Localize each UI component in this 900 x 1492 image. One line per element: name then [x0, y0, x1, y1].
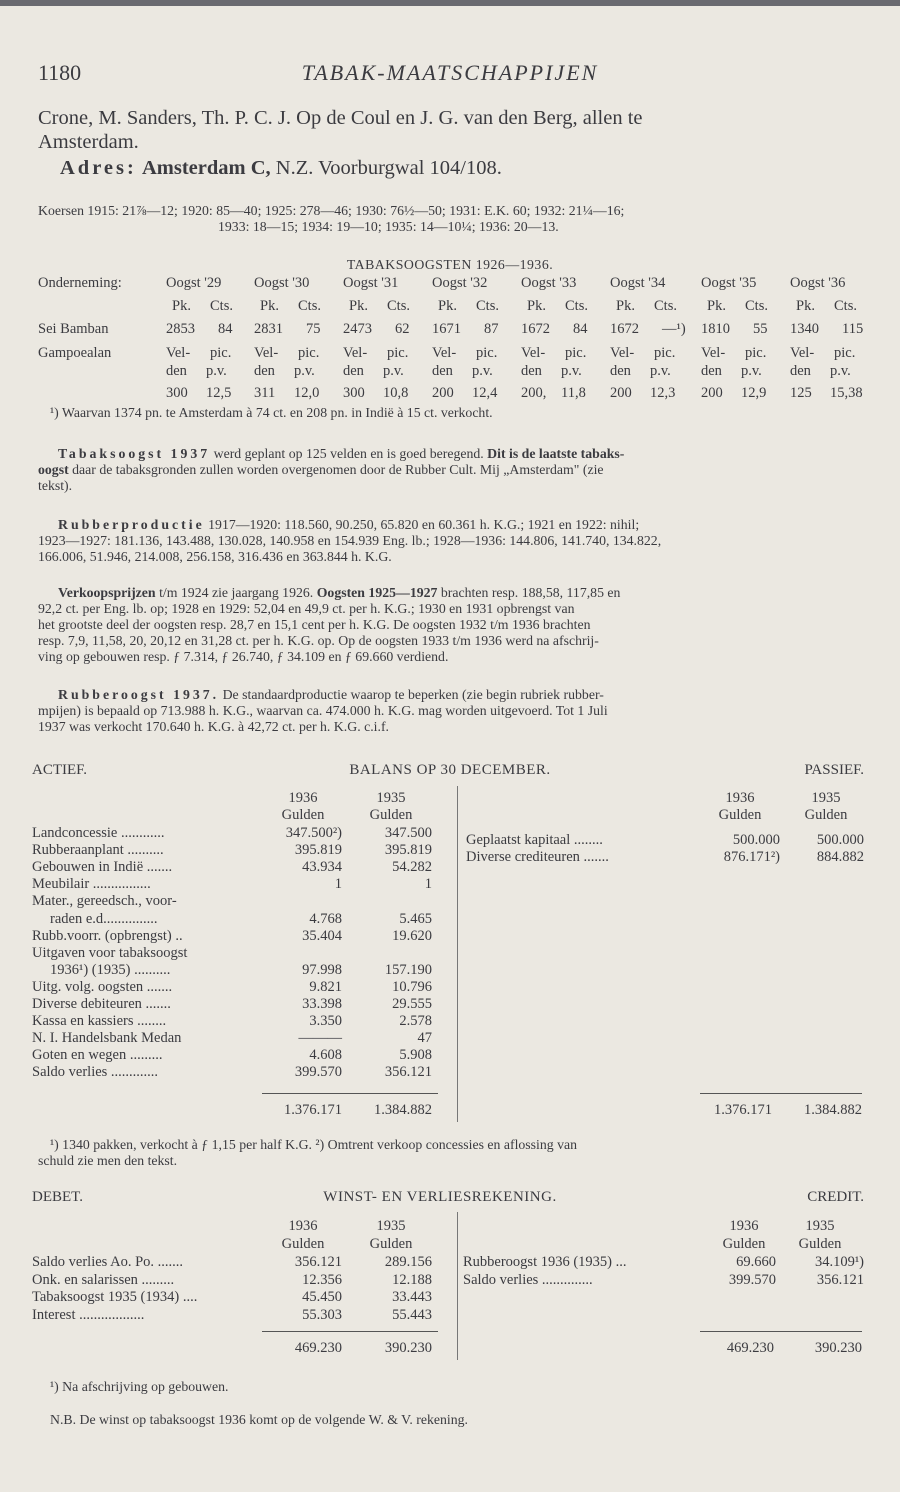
unit-cts: Cts.	[654, 298, 677, 314]
harvest-year-header: Oogst '33	[521, 275, 577, 291]
harvest-year-header: Oogst '30	[254, 275, 310, 291]
actief-item-1935: 347.500	[384, 825, 432, 841]
actief-item-1935: 5.908	[399, 1047, 432, 1064]
onderneming-label: Onderneming:	[38, 275, 122, 291]
intro-line-1: Crone, M. Sanders, Th. P. C. J. Op de Coul en J. G. van den Berg, allen te	[38, 107, 643, 129]
debet-item-label: Saldo verlies Ao. Po. .......	[32, 1254, 184, 1270]
verkoopsprijzen-line-1	[58, 584, 620, 601]
debet-item-label: Tabaksoogst 1935 (1934) ....	[32, 1289, 198, 1305]
wv-unit-right-1: Gulden	[722, 1236, 766, 1252]
credit-item-1936: 399.570	[728, 1271, 776, 1288]
gampoealan-pk: 200	[432, 385, 454, 401]
actief-item-1936: 395.819	[294, 842, 342, 859]
den-label: den	[790, 363, 811, 379]
pv-label: p.v.	[383, 363, 404, 379]
actief-item-label: Rubberaanplant ..........	[32, 842, 164, 859]
address-city: Amsterdam C,	[141, 157, 271, 179]
wv-total-left-1935: 390.230	[384, 1340, 432, 1356]
sei-bamban-cts: 87	[484, 321, 499, 337]
pv-label: p.v.	[561, 363, 582, 379]
page-number: 1180	[38, 60, 82, 85]
den-label: den	[432, 363, 453, 379]
den-label: den	[254, 363, 275, 379]
address-label: Adres:	[60, 157, 137, 179]
balans-left-total-rule	[262, 1093, 438, 1094]
actief-item-label: Gebouwen in Indië .......	[32, 859, 173, 876]
actief-item-1935: 5.465	[399, 910, 432, 927]
balans-title: BALANS OP 30 DECEMBER.	[349, 762, 551, 778]
gampoealan-pk: 200	[610, 385, 632, 401]
verkoopsprijzen-label: Verkoopsprijzen	[58, 585, 156, 600]
debet-item-1936: 12.356	[302, 1271, 342, 1288]
actief-item-1935: 356.121	[384, 1064, 432, 1081]
passief-item-label: Geplaatst kapitaal ........	[466, 831, 603, 848]
pic-label: pic.	[654, 345, 676, 361]
unit-pk: Pk.	[438, 298, 457, 314]
gampoealan-cts: 12,4	[472, 385, 498, 401]
debet-item-1935: 289.156	[384, 1254, 432, 1270]
debet-item-1936: 45.450	[302, 1289, 342, 1305]
vel-label: Vel-	[790, 345, 815, 361]
passief-item-1936: 876.171²)	[723, 848, 780, 865]
wv-year-1936-left: 1936	[288, 1218, 318, 1234]
pv-label: p.v.	[650, 363, 671, 379]
sei-bamban-pk: 2853	[166, 321, 195, 337]
sei-bamban-pk: 1672	[521, 321, 550, 337]
sei-bamban-pk: 1672	[610, 321, 639, 337]
actief-item-label: raden e.d...............	[50, 910, 158, 927]
tabaksoogst-1937-line-3: tekst).	[38, 478, 73, 493]
balans-total-left-1935: 1.384.882	[374, 1102, 432, 1118]
unit-pk: Pk.	[707, 298, 726, 314]
vel-label: Vel-	[610, 345, 635, 361]
sei-bamban-cts: 62	[395, 321, 410, 337]
vel-label: Vel-	[432, 345, 457, 361]
pv-label: p.v.	[741, 363, 762, 379]
balans-footnote-line-1: ¹) 1340 pakken, verkocht à ƒ 1,15 per half K.G. ²) Omtrent verkoop concessies en aflossing van	[50, 1137, 578, 1152]
actief-item-1936: 3.350	[309, 1013, 342, 1030]
passief-item-1936: 500.000	[732, 831, 780, 848]
sei-bamban-pk: 1671	[432, 321, 461, 337]
rubberoogst-text: De standaardproductie waarop te beperken (zie begin rubriek rubber-	[222, 687, 604, 702]
vel-label: Vel-	[254, 345, 279, 361]
pv-label: p.v.	[830, 363, 851, 379]
actief-item-1936: 399.570	[294, 1064, 342, 1081]
balans-unit-right-2: Gulden	[804, 807, 848, 823]
intro-line-2: Amsterdam.	[38, 131, 139, 153]
balans-total-right-1935: 1.384.882	[804, 1102, 862, 1118]
address-line	[60, 155, 502, 181]
running-title: TABAK-MAATSCHAPPIJEN	[301, 60, 599, 85]
debet-label: DEBET.	[32, 1189, 83, 1205]
wv-divider	[457, 1212, 458, 1360]
gampoealan-cts: 12,9	[741, 385, 767, 401]
sei-bamban-pk: 2473	[343, 321, 372, 337]
actief-item-label: Diverse debiteuren .......	[32, 996, 171, 1012]
tabaksoogst-bold: Dit is de laatste tabaks-	[487, 446, 625, 461]
gampoealan-cts: 10,8	[383, 385, 409, 401]
rubberoogst-label: Rubberoogst 1937.	[58, 687, 220, 702]
credit-item-1935: 356.121	[816, 1271, 864, 1288]
debet-item-1936: 55.303	[302, 1306, 342, 1323]
actief-item-label: Saldo verlies .............	[32, 1064, 159, 1081]
actief-item-1936: 33.398	[302, 996, 342, 1012]
wv-right-total-rule	[700, 1331, 862, 1332]
balans-total-right-1936: 1.376.171	[714, 1102, 772, 1118]
wv-year-1935-right: 1935	[805, 1218, 835, 1234]
den-label: den	[166, 363, 187, 379]
den-label: den	[521, 363, 542, 379]
harvest-footnote: ¹) Waarvan 1374 pn. te Amsterdam à 74 ct. en 208 pn. in Indië à 15 ct. verkocht.	[50, 405, 493, 420]
gampoealan-cts: 11,8	[561, 385, 586, 401]
debet-item-1935: 55.443	[392, 1306, 432, 1323]
verkoopsprijzen-text-a: t/m 1924 zie jaargang 1926.	[159, 585, 314, 600]
nb-note: N.B. De winst op tabaksoogst 1936 komt op de volgende W. & V. rekening.	[50, 1412, 468, 1427]
gampoealan-cts: 12,0	[294, 385, 320, 401]
wv-title: WINST- EN VERLIESREKENING.	[323, 1189, 557, 1205]
actief-item-label: Mater., gereedsch., voor-	[32, 893, 177, 910]
rubberproductie-line-2: 1923—1927: 181.136, 143.488, 130.028, 140.958 en 154.939 Eng. lb.; 1928—1936: 144.806, 141.740, 134.822,	[38, 533, 662, 548]
row-name-gampoealan: Gampoealan	[38, 345, 112, 361]
sei-bamban-cts: 75	[306, 321, 321, 337]
rubberoogst-1937-line-3: 1937 was verkocht 170.640 h. K.G. à 42,72 ct. per h. K.G. c.i.f.	[38, 719, 389, 734]
balans-right-total-rule	[700, 1093, 862, 1094]
actief-item-1935: 1	[424, 876, 432, 893]
wv-footnote: ¹) Na afschrijving op gebouwen.	[50, 1379, 229, 1394]
den-label: den	[610, 363, 631, 379]
actief-item-1936: 4.768	[309, 910, 342, 927]
actief-item-label: Uitgaven voor tabaksoogst	[32, 944, 188, 961]
tabaksoogst-1937-line-1	[58, 445, 624, 462]
sei-bamban-pk: 1340	[790, 321, 819, 337]
harvest-year-header: Oogst '31	[343, 275, 399, 291]
unit-cts: Cts.	[476, 298, 499, 314]
verkoopsprijzen-bold: Oogsten 1925—1927	[316, 585, 438, 600]
actief-item-label: Meubilair ................	[32, 876, 151, 893]
sei-bamban-cts: 84	[573, 321, 588, 337]
unit-cts: Cts.	[745, 298, 768, 314]
verkoopsprijzen-line-2: 92,2 ct. per Eng. lb. op; 1928 en 1929: 52,04 en 49,9 ct. per h. K.G.; 1930 en 1931 opbrengst van	[38, 601, 575, 616]
address-street: N.Z. Voorburgwal 104/108.	[275, 157, 502, 179]
unit-pk: Pk.	[796, 298, 815, 314]
pic-label: pic.	[565, 345, 587, 361]
actief-label: ACTIEF.	[32, 762, 88, 778]
actief-item-1936: 35.404	[302, 927, 342, 944]
credit-item-1935: 34.109¹)	[814, 1254, 864, 1270]
harvest-year-header: Oogst '29	[166, 275, 222, 291]
sei-bamban-pk: 1810	[701, 321, 730, 337]
passief-label: PASSIEF.	[804, 762, 864, 778]
gampoealan-pk: 200	[701, 385, 723, 401]
wv-total-right-1936: 469.230	[726, 1340, 774, 1356]
passief-item-1935: 884.882	[816, 848, 864, 865]
wv-unit-left-1: Gulden	[281, 1236, 325, 1252]
harvest-year-header: Oogst '35	[701, 275, 757, 291]
unit-cts: Cts.	[298, 298, 321, 314]
verkoopsprijzen-line-3: het grootste deel der oogsten resp. 28,7 en 15,1 cent per h. K.G. De oogsten 1932 t/m 1936 brachten	[38, 617, 591, 632]
actief-item-1935: 54.282	[392, 859, 432, 876]
balans-unit-left-1: Gulden	[281, 807, 325, 823]
credit-label: CREDIT.	[807, 1189, 864, 1205]
wv-unit-left-2: Gulden	[369, 1236, 413, 1252]
verkoopsprijzen-line-4: resp. 7,9, 11,58, 20, 20,12 en 31,28 ct. per h. K.G. op. Op de oogsten 1933 t/m 1936 werd na afschrij-	[38, 633, 599, 648]
rubberoogst-1937-line-1	[58, 686, 604, 703]
balans-footnote-line-2: schuld zie men den tekst.	[38, 1153, 178, 1168]
koersen-line-2: 1933: 18—15; 1934: 19—10; 1935: 14—10¼; 1936: 20—13.	[218, 219, 559, 234]
passief-item-1935: 500.000	[816, 831, 864, 848]
gampoealan-cts: 15,38	[830, 385, 863, 401]
unit-pk: Pk.	[349, 298, 368, 314]
gampoealan-cts: 12,3	[650, 385, 676, 401]
unit-cts: Cts.	[834, 298, 857, 314]
wv-year-1936-right: 1936	[729, 1218, 759, 1234]
pic-label: pic.	[298, 345, 320, 361]
actief-item-label: N. I. Handelsbank Medan	[32, 1030, 182, 1047]
den-label: den	[343, 363, 364, 379]
actief-item-1936: 1	[334, 876, 342, 893]
unit-cts: Cts.	[210, 298, 233, 314]
pv-label: p.v.	[472, 363, 493, 379]
gampoealan-pk: 300	[343, 385, 365, 401]
rubberproductie-line-1	[58, 516, 639, 533]
koersen-line-1: Koersen 1915: 21⅞—12; 1920: 85—40; 1925: 278—46; 1930: 76½—50; 1931: E.K. 60; 1932: 21¼—16;	[38, 203, 625, 218]
vel-label: Vel-	[701, 345, 726, 361]
vel-label: Vel-	[521, 345, 546, 361]
actief-item-label: Uitg. volg. oogsten .......	[32, 978, 173, 995]
actief-item-1936: 9.821	[309, 978, 342, 995]
wv-year-1935-left: 1935	[376, 1218, 406, 1234]
gampoealan-pk: 125	[790, 385, 812, 401]
balans-year-1935-left: 1935	[376, 790, 406, 806]
debet-item-1935: 33.443	[392, 1289, 432, 1305]
actief-item-1935: 19.620	[392, 927, 432, 944]
sei-bamban-cts: 84	[218, 321, 233, 337]
harvest-title: TABAKSOOGSTEN 1926—1936.	[346, 257, 554, 272]
tabaksoogst-text: werd geplant op 125 velden en is goed beregend.	[213, 446, 484, 461]
vel-label: Vel-	[166, 345, 191, 361]
gampoealan-cts: 12,5	[206, 385, 232, 401]
actief-item-1935: 2.578	[399, 1013, 432, 1030]
unit-cts: Cts.	[565, 298, 588, 314]
actief-item-1935: 29.555	[392, 996, 432, 1012]
harvest-year-header: Oogst '34	[610, 275, 666, 291]
row-name-sei-bamban: Sei Bamban	[38, 321, 109, 337]
tabaksoogst-1937-line-2	[38, 461, 604, 478]
gampoealan-pk: 311	[254, 385, 276, 401]
rubberoogst-1937-line-2: mpijen) is bepaald op 713.988 h. K.G., waarvan ca. 474.000 h. K.G. mag worden uitgevoerd. Tot 1 Juli	[38, 703, 608, 718]
wv-unit-right-2: Gulden	[798, 1236, 842, 1252]
credit-item-label: Rubberoogst 1936 (1935) ...	[463, 1254, 627, 1270]
pv-label: p.v.	[294, 363, 315, 379]
actief-item-1935: 47	[417, 1030, 432, 1047]
balans-year-1935-right: 1935	[811, 790, 841, 806]
unit-cts: Cts.	[387, 298, 410, 314]
gampoealan-pk: 300	[166, 385, 188, 401]
credit-item-1936: 69.660	[736, 1254, 776, 1270]
sei-bamban-pk: 2831	[254, 321, 283, 337]
rubberproductie-line-3: 166.006, 51.946, 214.008, 256.158, 316.436 en 363.844 h. K.G.	[38, 549, 392, 564]
passief-item-label: Diverse crediteuren .......	[466, 848, 609, 865]
unit-pk: Pk.	[527, 298, 546, 314]
sei-bamban-cts: 55	[753, 321, 768, 337]
verkoopsprijzen-text-b: brachten resp. 188,58, 117,85 en	[440, 585, 621, 600]
pic-label: pic.	[476, 345, 498, 361]
debet-item-label: Interest ..................	[32, 1306, 145, 1323]
tabaksoogst-bold-2: oogst	[38, 462, 69, 477]
debet-item-1935: 12.188	[392, 1271, 432, 1288]
actief-item-1936: 4.608	[309, 1047, 342, 1064]
balans-year-1936-left: 1936	[288, 790, 318, 806]
balans-unit-right-1: Gulden	[718, 807, 762, 823]
balans-year-1936-right: 1936	[725, 790, 755, 806]
actief-item-label: Goten en wegen .........	[32, 1047, 163, 1064]
harvest-year-header: Oogst '32	[432, 275, 488, 291]
actief-item-1935: 395.819	[384, 842, 432, 859]
vel-label: Vel-	[343, 345, 368, 361]
actief-item-label: Landconcessie ............	[32, 825, 165, 841]
actief-item-1935: 10.796	[392, 978, 432, 995]
actief-item-1936: ———	[298, 1030, 342, 1047]
unit-pk: Pk.	[260, 298, 279, 314]
unit-pk: Pk.	[616, 298, 635, 314]
actief-item-1936: 43.934	[302, 859, 342, 876]
gampoealan-pk: 200,	[521, 385, 547, 401]
debet-item-label: Onk. en salarissen .........	[32, 1271, 175, 1288]
balans-divider	[457, 786, 458, 1122]
actief-item-label: Rubb.voorr. (opbrengst) ..	[32, 927, 183, 944]
actief-item-1936: 97.998	[302, 961, 342, 978]
sei-bamban-cts: 115	[842, 321, 864, 337]
actief-item-1936: 347.500²)	[285, 825, 342, 841]
pic-label: pic.	[210, 345, 232, 361]
balans-unit-left-2: Gulden	[369, 807, 413, 823]
unit-pk: Pk.	[172, 298, 191, 314]
balans-total-left-1936: 1.376.171	[284, 1102, 342, 1118]
den-label: den	[701, 363, 722, 379]
harvest-year-header: Oogst '36	[790, 275, 846, 291]
actief-item-label: 1936¹) (1935) ..........	[50, 961, 171, 978]
pic-label: pic.	[834, 345, 856, 361]
verkoopsprijzen-line-5: ving op gebouwen resp. ƒ 7.314, ƒ 26.740, ƒ 34.109 en ƒ 69.660 verdiend.	[38, 649, 449, 664]
rubberproductie-label: Rubberproductie	[58, 517, 205, 532]
pv-label: p.v.	[206, 363, 227, 379]
actief-item-1935: 157.190	[384, 961, 432, 978]
credit-item-label: Saldo verlies ..............	[463, 1271, 593, 1288]
wv-total-left-1936: 469.230	[294, 1340, 342, 1356]
tabaksoogst-label: Tabaksoogst 1937	[58, 446, 211, 461]
wv-left-total-rule	[262, 1331, 438, 1332]
debet-item-1936: 356.121	[294, 1254, 342, 1270]
pic-label: pic.	[745, 345, 767, 361]
wv-total-right-1935: 390.230	[814, 1340, 862, 1356]
rubberproductie-text: 1917—1920: 118.560, 90.250, 65.820 en 60.361 h. K.G.; 1921 en 1922: nihil;	[208, 517, 640, 532]
tabaksoogst-text-2: daar de tabaksgronden zullen worden overgenomen door de Rubber Cult. Mij „Amsterdam" (zie	[72, 462, 604, 477]
pic-label: pic.	[387, 345, 409, 361]
actief-item-label: Kassa en kassiers ........	[32, 1013, 167, 1030]
sei-bamban-cts: —¹)	[662, 321, 686, 337]
